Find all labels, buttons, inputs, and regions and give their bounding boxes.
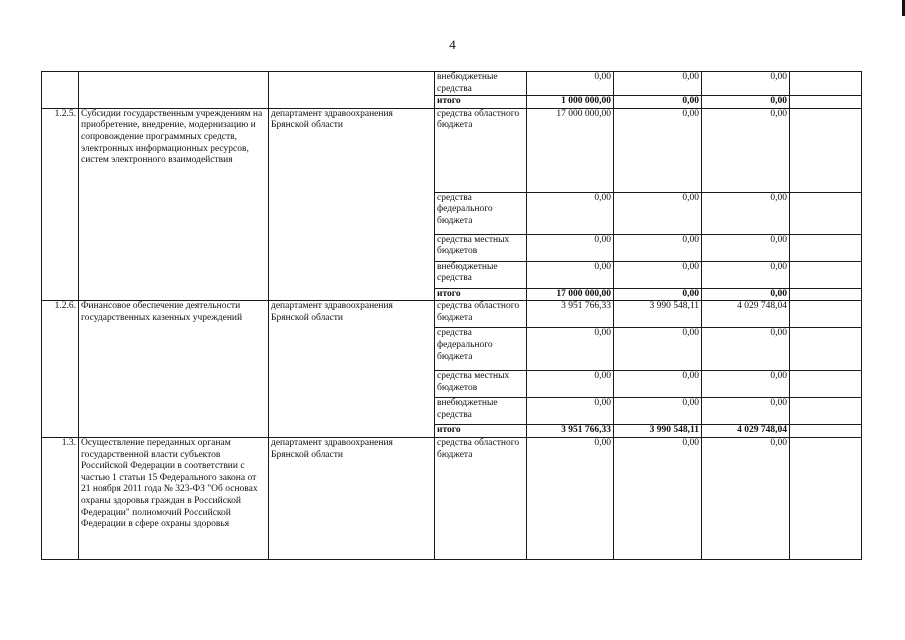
source-cell: внебюджетные средства [435, 261, 527, 288]
note-cell [790, 425, 862, 438]
amount-cell: 0,00 [527, 398, 614, 425]
source-cell: средства федерального бюджета [435, 328, 527, 371]
note-cell [790, 72, 862, 96]
amount-cell: 0,00 [614, 72, 702, 96]
source-cell: средства областного бюджета [435, 301, 527, 328]
amount-cell: 0,00 [527, 371, 614, 398]
amount-cell: 0,00 [614, 437, 702, 559]
amount-cell: 0,00 [702, 371, 790, 398]
amount-cell: 0,00 [702, 108, 790, 192]
amount-cell: 0,00 [527, 261, 614, 288]
source-cell: внебюджетные средства [435, 398, 527, 425]
amount-cell: 0,00 [702, 96, 790, 109]
source-cell: средства областного бюджета [435, 437, 527, 559]
table-row [42, 108, 862, 192]
executor-cell [269, 72, 435, 109]
code-cell [42, 72, 79, 109]
amount-cell: 0,00 [527, 72, 614, 96]
source-cell: итого [435, 96, 527, 109]
amount-cell: 0,00 [614, 398, 702, 425]
source-cell: средства федерального бюджета [435, 192, 527, 234]
activity-name-cell: Субсидии государственным учреждениям на приобретение, внедрение, модернизацию и сопровождение программных средств, электронных информационных ресурсов, систем электронного взаимодействия [79, 108, 269, 301]
amount-cell: 17 000 000,00 [527, 288, 614, 301]
amount-cell: 0,00 [702, 72, 790, 96]
amount-cell: 0,00 [702, 288, 790, 301]
note-cell [790, 328, 862, 371]
source-cell: внебюджетные средства [435, 72, 527, 96]
amount-cell: 0,00 [614, 96, 702, 109]
amount-cell: 3 990 548,11 [614, 425, 702, 438]
note-cell [790, 234, 862, 261]
amount-cell: 0,00 [614, 328, 702, 371]
amount-cell: 0,00 [614, 234, 702, 261]
amount-cell: 0,00 [702, 192, 790, 234]
note-cell [790, 437, 862, 559]
activity-name-cell: Осуществление переданных органам государственной власти субъектов Российской Федерации в соответствии с частью 1 статьи 15 Федерального закона от 21 ноября 2011 года № 323-ФЗ "Об основах охраны здоровья граждан в Российской Федерации" полномочий Российской Федерации в сфере охраны здоровья [79, 437, 269, 559]
note-cell [790, 371, 862, 398]
note-cell [790, 301, 862, 328]
code-cell: 1.2.5. [42, 108, 79, 301]
table-row [42, 72, 862, 96]
source-cell: средства местных бюджетов [435, 371, 527, 398]
executor-cell: департамент здравоохранения Брянской области [269, 108, 435, 301]
note-cell [790, 96, 862, 109]
activity-name-cell: Финансовое обеспечение деятельности государственных казенных учреждений [79, 301, 269, 438]
amount-cell: 4 029 748,04 [702, 425, 790, 438]
amount-cell: 0,00 [614, 108, 702, 192]
source-cell: средства областного бюджета [435, 108, 527, 192]
amount-cell: 0,00 [614, 261, 702, 288]
amount-cell: 0,00 [702, 437, 790, 559]
amount-cell: 0,00 [702, 261, 790, 288]
source-cell: итого [435, 425, 527, 438]
source-cell: итого [435, 288, 527, 301]
amount-cell: 17 000 000,00 [527, 108, 614, 192]
activity-name-cell [79, 72, 269, 109]
amount-cell: 3 951 766,33 [527, 301, 614, 328]
executor-cell: департамент здравоохранения Брянской области [269, 437, 435, 559]
code-cell: 1.2.6. [42, 301, 79, 438]
amount-cell: 4 029 748,04 [702, 301, 790, 328]
amount-cell: 0,00 [702, 234, 790, 261]
amount-cell: 0,00 [527, 328, 614, 371]
amount-cell: 0,00 [614, 192, 702, 234]
table-row [42, 437, 862, 559]
table-row [42, 301, 862, 328]
source-cell: средства местных бюджетов [435, 234, 527, 261]
amount-cell: 1 000 000,00 [527, 96, 614, 109]
note-cell [790, 288, 862, 301]
code-cell: 1.3. [42, 437, 79, 559]
note-cell [790, 261, 862, 288]
amount-cell: 3 951 766,33 [527, 425, 614, 438]
amount-cell: 0,00 [614, 371, 702, 398]
page-number: 4 [449, 37, 456, 52]
amount-cell: 0,00 [527, 234, 614, 261]
amount-cell: 0,00 [702, 398, 790, 425]
budget-table [41, 71, 862, 560]
amount-cell: 3 990 548,11 [614, 301, 702, 328]
amount-cell: 0,00 [527, 437, 614, 559]
note-cell [790, 108, 862, 192]
amount-cell: 0,00 [702, 328, 790, 371]
executor-cell: департамент здравоохранения Брянской области [269, 301, 435, 438]
amount-cell: 0,00 [527, 192, 614, 234]
note-cell [790, 398, 862, 425]
note-cell [790, 192, 862, 234]
amount-cell: 0,00 [614, 288, 702, 301]
